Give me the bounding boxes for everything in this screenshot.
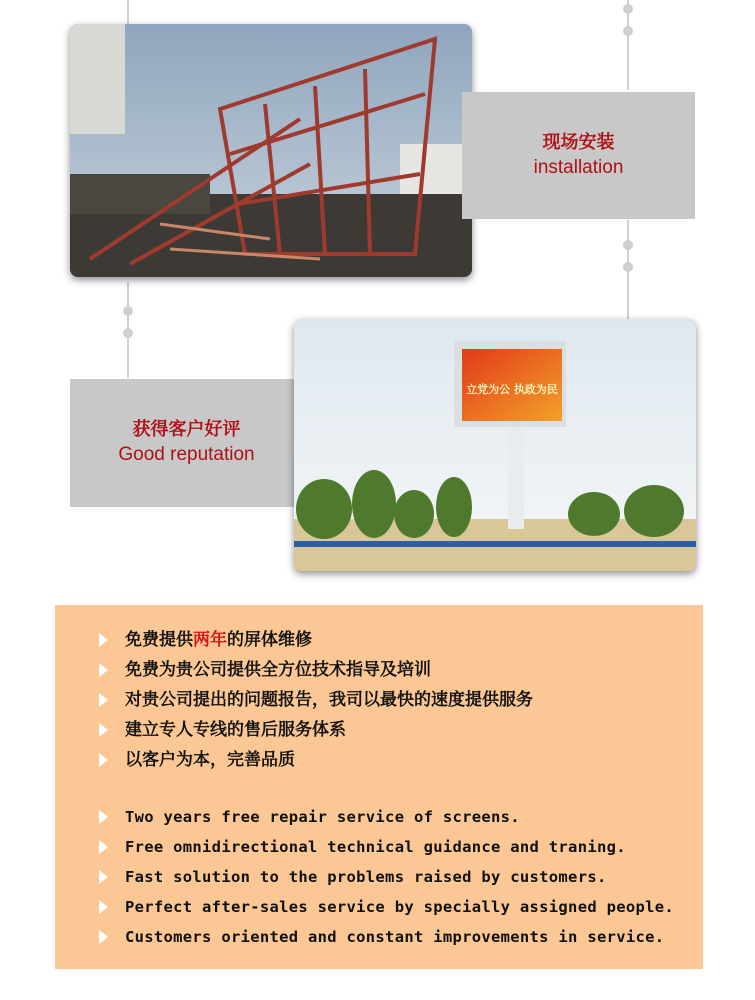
- list-item: 建立专人专线的售后服务体系: [55, 715, 703, 745]
- list-item: 免费为贵公司提供全方位技术指导及培训: [55, 655, 703, 685]
- highlight-text: 两年: [193, 630, 227, 650]
- arrow-right-icon: [99, 633, 108, 647]
- timeline-dot: [623, 26, 633, 36]
- list-item: Fast solution to the problems raised by customers.: [55, 862, 703, 892]
- list-item: 以客户为本，完善品质: [55, 745, 703, 775]
- arrow-right-icon: [99, 900, 108, 914]
- timeline-dot: [123, 306, 133, 316]
- arrow-right-icon: [99, 840, 108, 854]
- list-item: Free omnidirectional technical guidance and traning.: [55, 832, 703, 862]
- installation-title-cn: 现场安装: [542, 131, 615, 153]
- reputation-photo: [294, 319, 696, 571]
- outdoor-led-billboard-photo-icon: [294, 319, 696, 571]
- timeline-dot: [623, 262, 633, 272]
- timeline-line-top: [127, 0, 129, 24]
- services-list-en: [55, 802, 703, 952]
- arrow-right-icon: [99, 930, 108, 944]
- reputation-title-en: Good reputation: [118, 444, 255, 465]
- arrow-right-icon: [99, 870, 108, 884]
- timeline-dot: [123, 328, 133, 338]
- steel-frame-construction-photo-icon: [70, 24, 472, 277]
- installation-title-en: installation: [533, 156, 624, 178]
- reputation-title-cn: 获得客户好评: [132, 419, 241, 440]
- list-item: Customers oriented and constant improvements in service.: [55, 922, 703, 952]
- timeline-dot: [623, 4, 633, 14]
- arrow-right-icon: [99, 723, 108, 737]
- arrow-right-icon: [99, 663, 108, 677]
- list-item: 免费提供两年的屏体维修: [55, 625, 703, 655]
- installation-photo: [70, 24, 472, 277]
- services-panel: [55, 605, 703, 969]
- arrow-right-icon: [99, 753, 108, 767]
- billboard-text: 立党为公 执政为民: [466, 383, 558, 396]
- list-item: 对贵公司提出的问题报告，我司以最快的速度提供服务: [55, 685, 703, 715]
- list-item: Two years free repair service of screens.: [55, 802, 703, 832]
- services-list-cn: [55, 625, 703, 775]
- installation-label-box: [462, 92, 695, 219]
- timeline-dot: [623, 240, 633, 250]
- arrow-right-icon: [99, 693, 108, 707]
- arrow-right-icon: [99, 810, 108, 824]
- list-item: Perfect after-sales service by specially assigned people.: [55, 892, 703, 922]
- reputation-label-box: [70, 379, 303, 507]
